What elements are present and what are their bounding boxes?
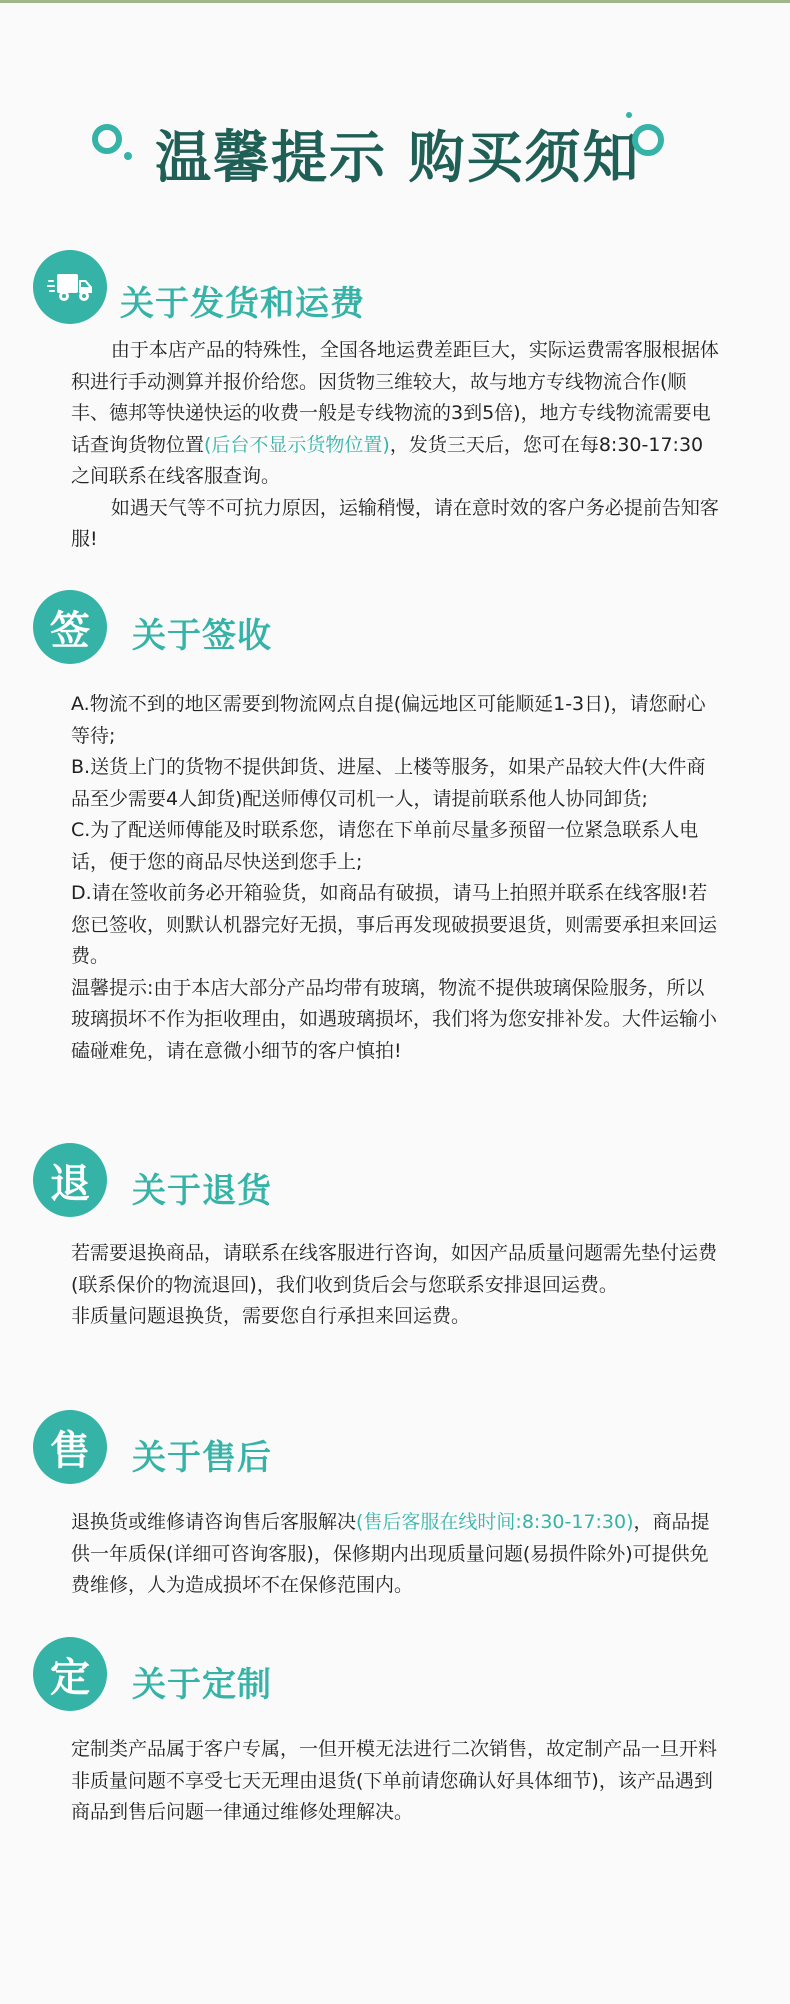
badge-aftersales-icon: 售 xyxy=(33,1410,107,1484)
receipt-item: A.物流不到的地区需要到物流网点自提(偏远地区可能顺延1-3日)，请您耐心等待; xyxy=(71,693,706,747)
custom-paragraph: 定制类产品属于客户专属，一但开模无法进行二次销售，故定制产品一旦开料非质量问题不享受七天无理由退货(下单前请您确认好具体细节)，该产品遇到商品到售后问题一律通过维修处理解决。 xyxy=(71,1738,718,1823)
shipping-highlight: (后台不显示货物位置) xyxy=(204,433,390,456)
receipt-item: C.为了配送师傅能及时联系您，请您在下单前尽量多预留一位紧急联系人电话，便于您的商品尽快送到您手上; xyxy=(71,819,699,873)
section-body-receipt xyxy=(71,689,719,1067)
delivery-truck-icon xyxy=(33,250,107,324)
aftersales-text-1: 退换货或维修请咨询售后客服解决 xyxy=(71,1511,357,1533)
badge-returns-icon: 退 xyxy=(33,1143,107,1217)
returns-paragraph-1: 若需要退换商品，请联系在线客服进行咨询，如因产品质量问题需先垫付运费(联系保价的物流退回)，我们收到货后会与您联系安排退回运费。 xyxy=(71,1242,718,1296)
section-title-shipping: 关于发货和运费 xyxy=(120,284,365,324)
decor-ring-right-icon xyxy=(632,124,664,156)
shipping-paragraph-2: 如遇天气等不可抗力原因，运输稍慢，请在意时效的客户务必提前告知客服! xyxy=(71,496,719,550)
shipping-text-1: 由于本店产品的特殊性，全国各地运费差距巨大，实际运费需客服根据体积进行手动测算并报价给您。因货物三维较大，故与地方专线物流合作(顺丰、德邦等快递快运的收费一般是专线物流的3到5倍)，地方专线物流需要电话查询货物位置 xyxy=(71,339,719,456)
shipping-text-2: ，发货三天后，您可在每8:30-17:30之间联系在线客服查询。 xyxy=(71,433,704,487)
shipping-paragraph-1 xyxy=(71,335,719,493)
section-title-aftersales: 关于售后 xyxy=(132,1438,272,1478)
decor-dot-left-icon xyxy=(124,152,132,160)
badge-custom-icon: 定 xyxy=(33,1637,107,1711)
decor-dot-right-icon xyxy=(626,112,632,118)
section-title-receipt: 关于签收 xyxy=(132,616,272,656)
section-body-custom xyxy=(71,1734,719,1829)
receipt-tip: 温馨提示:由于本店大部分产品均带有玻璃，物流不提供玻璃保险服务，所以玻璃损坏不作为拒收理由，如遇玻璃损坏，我们将为您安排补发。大件运输小磕碰难免，请在意微小细节的客户慎拍! xyxy=(71,976,718,1062)
aftersales-highlight: (售后客服在线时间:8:30-17:30) xyxy=(356,1511,634,1533)
receipt-item: B.送货上门的货物不提供卸货、进屋、上楼等服务，如果产品较大件(大件商品至少需要4人卸货)配送师傅仅司机一人，请提前联系他人协同卸货; xyxy=(71,756,706,810)
aftersales-text-2: ，商品提供一年质保(详细可咨询客服)，保修期内出现质量问题(易损件除外)可提供免费维修，人为造成损坏不在保修范围内。 xyxy=(71,1511,710,1596)
section-body-aftersales xyxy=(71,1507,719,1602)
section-body-returns xyxy=(71,1238,719,1333)
top-divider-line xyxy=(0,0,790,3)
receipt-item: D.请在签收前务必开箱验货，如商品有破损，请马上拍照并联系在线客服!若您已签收，则默认机器完好无损，事后再发现破损要退货，则需要承担来回运费。 xyxy=(71,882,718,967)
section-title-custom: 关于定制 xyxy=(132,1665,272,1705)
aftersales-paragraph xyxy=(71,1507,719,1602)
section-title-returns: 关于退货 xyxy=(132,1171,272,1211)
section-body-shipping xyxy=(71,335,719,556)
decor-ring-left-icon xyxy=(92,124,122,154)
page-title: 温馨提示 购买须知 xyxy=(155,126,641,191)
returns-paragraph-2: 非质量问题退换货，需要您自行承担来回运费。 xyxy=(71,1305,471,1327)
badge-receipt-icon: 签 xyxy=(33,590,107,664)
page-header xyxy=(0,100,790,190)
